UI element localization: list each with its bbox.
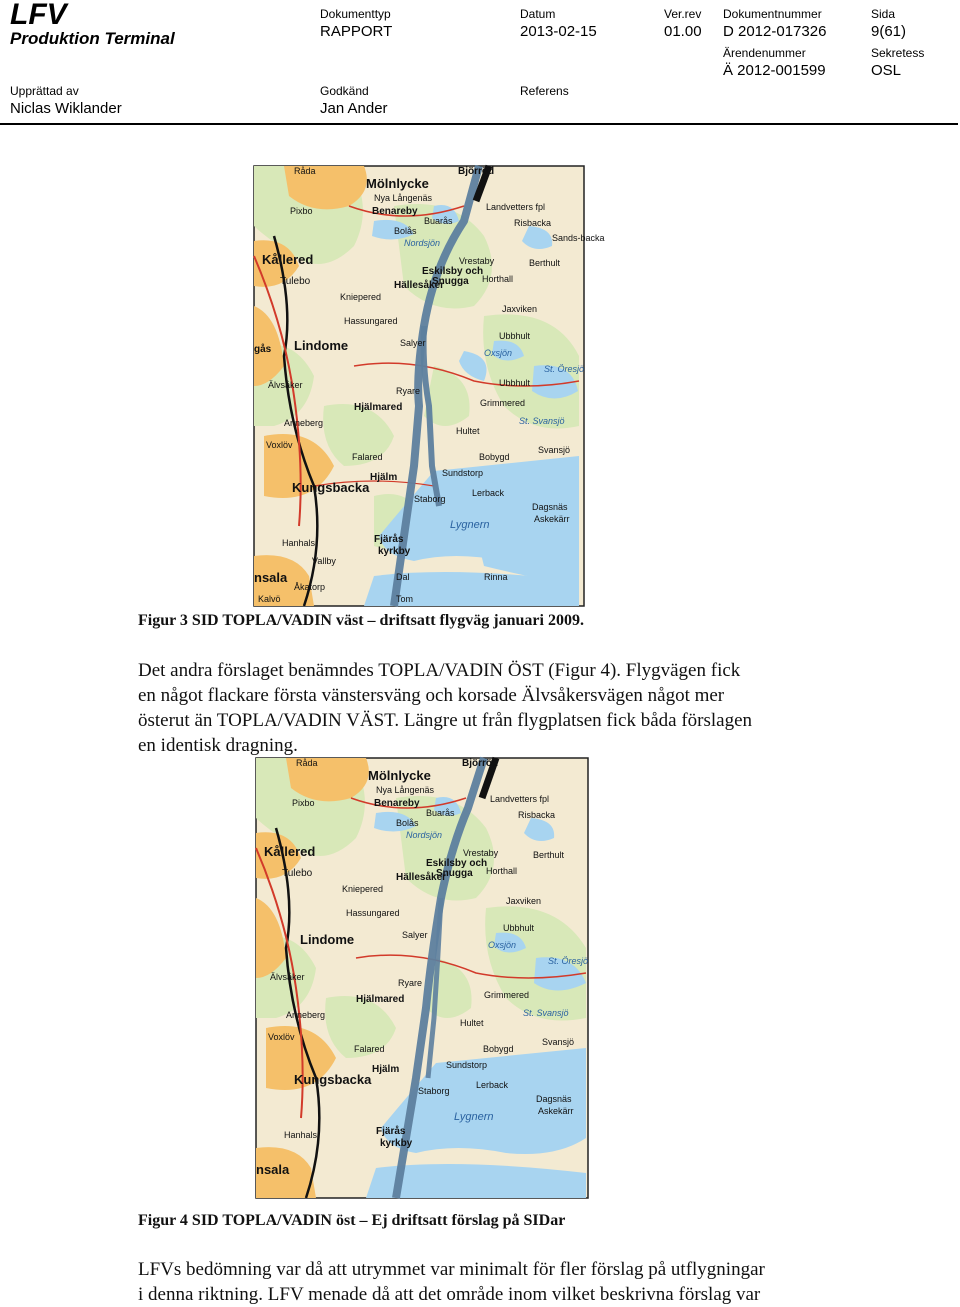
- map1-label-svansjo: Svansjö: [538, 445, 571, 455]
- map1-label-rada: Råda: [294, 166, 316, 176]
- map1-label-kallered: Kållered: [262, 252, 314, 267]
- map2-label-dagsnas: Dagsnäs: [536, 1094, 572, 1104]
- map2-label-horthall: Horthall: [486, 866, 518, 876]
- map1-label-berthult: Berthult: [529, 258, 561, 268]
- map1-label-fjaras: Fjärås: [374, 534, 404, 545]
- rev-label: Ver.rev: [664, 7, 702, 21]
- map1-label-hjalm: Hjälm: [370, 472, 398, 483]
- map1-label-kalvo: Kalvö: [258, 594, 281, 604]
- secrecy-value: OSL: [871, 62, 902, 79]
- map2-label-lygnern: Lygnern: [454, 1111, 494, 1123]
- map2-label-st-svansjo: St. Svansjö: [523, 1008, 569, 1018]
- map1-label-kniepered: Kniepered: [340, 292, 382, 302]
- map1-label-eskilsby: Eskilsby och: [422, 266, 484, 277]
- map1-label-ubbhult: Ubbhult: [499, 331, 531, 341]
- map1-label-anneberg: Anneberg: [284, 418, 324, 428]
- paragraph-1-line: en identisk dragning.: [138, 735, 298, 756]
- map1-label-salyer: Salyer: [400, 338, 426, 348]
- map2-label-staborg: Staborg: [418, 1086, 450, 1096]
- paragraph-1: [138, 658, 858, 758]
- docnum-label: Dokumentnummer: [723, 7, 822, 21]
- docnum-value: D 2012-017326: [723, 23, 827, 40]
- map1-label-hjalmared: Hjälmared: [354, 402, 403, 413]
- date-label: Datum: [520, 7, 556, 21]
- map1-label-sandsbacka: Sands-backa: [552, 233, 605, 243]
- map2-label-oxsjon: Oxsjön: [488, 940, 517, 950]
- map1-label-snugga: Snugga: [432, 276, 469, 287]
- page-value: 9(61): [871, 23, 907, 40]
- map2-label-st-oresjo: St. Öresjö: [548, 956, 589, 966]
- map1-label-vrestaby: Vrestaby: [459, 256, 495, 266]
- map1-label-kungsbacka: Kungsbacka: [292, 480, 370, 495]
- map2-label-svansjo: Svansjö: [542, 1037, 575, 1047]
- map1-label-buaras: Buarås: [424, 216, 453, 226]
- author-value: Niclas Wiklander: [10, 100, 122, 117]
- map1-label-bobygd: Bobygd: [479, 452, 510, 462]
- map2-label-ubbhult: Ubbhult: [503, 923, 535, 933]
- paragraph-2: [138, 1257, 858, 1307]
- rev-value: 01.00: [664, 23, 702, 40]
- paragraph-1-line: en något flackare första vänstersväng och korsade Älvsåkersvägen något mer: [138, 685, 725, 706]
- case-value: Ä 2012-001599: [723, 62, 826, 79]
- map2-label-salyer: Salyer: [402, 930, 428, 940]
- map2-label-tulebo: Tulebo: [282, 868, 313, 879]
- map1-label-landvetter: Landvetters fpl: [486, 202, 546, 212]
- map1-label-dal: Dal: [396, 572, 410, 582]
- map2-label-anneberg: Anneberg: [286, 1010, 326, 1020]
- map2-label-falared: Falared: [354, 1044, 385, 1054]
- map2-label-benareby: Benareby: [374, 798, 420, 809]
- map2-label-lindome: Lindome: [300, 932, 355, 947]
- map1-label-lerback: Lerback: [472, 488, 505, 498]
- map1-label-horthall: Horthall: [482, 274, 514, 284]
- map2-label-nsala: nsala: [256, 1162, 290, 1177]
- map2-label-fjaras: Fjärås: [376, 1126, 406, 1137]
- reference-label: Referens: [520, 84, 569, 98]
- map2-label-askekarr: Askekärr: [538, 1106, 574, 1116]
- map2-label-kallered: Kållered: [264, 844, 316, 859]
- map2-label-berthult: Berthult: [533, 850, 565, 860]
- map1-label-lygnern: Lygnern: [450, 519, 490, 531]
- header-divider: [0, 123, 958, 125]
- map2-label-jaxviken: Jaxviken: [506, 896, 542, 906]
- map2-label-bollas: Bolås: [396, 818, 419, 828]
- map2-label-kniepered: Kniepered: [342, 884, 384, 894]
- map1-label-bjorrod: Björröd: [458, 166, 495, 177]
- map2-label-vrestaby: Vrestaby: [463, 848, 499, 858]
- map2-label-risbacka: Risbacka: [518, 810, 556, 820]
- map1-label-oxsjon: Oxsjön: [484, 348, 513, 358]
- map1-label-gas: gås: [254, 344, 272, 355]
- map1-label-ubbhult-2: Ubbhult: [499, 378, 531, 388]
- map1-label-voxlov: Voxlöv: [266, 440, 293, 450]
- date-value: 2013-02-15: [520, 23, 597, 40]
- org-name: Produktion Terminal: [10, 29, 175, 48]
- map2-label-rada: Råda: [296, 758, 318, 768]
- map1-label-kyrkby: kyrkby: [378, 546, 411, 557]
- map2-label-snugga: Snugga: [436, 868, 473, 879]
- map1-label-st-svansjo: St. Svansjö: [519, 416, 565, 426]
- map1-label-rinna: Rinna: [484, 572, 508, 582]
- author-label: Upprättad av: [10, 84, 79, 98]
- map1-label-hallesaker: Hällesåker: [394, 280, 445, 291]
- map2-label-kungsbacka: Kungsbacka: [294, 1072, 372, 1087]
- page-label: Sida: [871, 7, 896, 21]
- map2-label-nya-langenas: Nya Långenäs: [376, 785, 435, 795]
- map2-label-hjalmared: Hjälmared: [356, 994, 405, 1005]
- map1-label-benareby: Benareby: [372, 206, 418, 217]
- map1-label-hultet: Hultet: [456, 426, 480, 436]
- map1-label-st-oresjo: St. Öresjö: [544, 364, 585, 374]
- map1-label-akatorp: Åkatorp: [294, 582, 326, 592]
- map1-label-nordsjon: Nordsjön: [404, 238, 441, 248]
- map2-label-hultet: Hultet: [460, 1018, 484, 1028]
- approved-value: Jan Ander: [320, 100, 388, 117]
- map1-label-pixbo: Pixbo: [290, 206, 313, 216]
- doc-type-value: RAPPORT: [320, 23, 393, 40]
- map2-label-hanhals: Hanhals: [284, 1130, 318, 1140]
- map2-label-bjorrod: Björröd: [462, 758, 499, 769]
- paragraph-2-line: i denna riktning. LFV menade då att det område inom vilket beskrivna förslag var: [138, 1284, 761, 1305]
- map1-label-molnlycke: Mölnlycke: [366, 176, 429, 191]
- map2-label-bobygd: Bobygd: [483, 1044, 514, 1054]
- figure3-caption: Figur 3 SID TOPLA/VADIN väst – driftsatt flygväg januari 2009.: [138, 612, 584, 629]
- map1-label-tom: Tom: [396, 594, 414, 604]
- map2-label-lerback: Lerback: [476, 1080, 509, 1090]
- map1-label-lindome: Lindome: [294, 338, 349, 353]
- case-label: Ärendenummer: [723, 46, 806, 60]
- map1-label-hanhals: Hanhals: [282, 538, 316, 548]
- map2-label-alvsaker: Älvsåker: [270, 972, 305, 982]
- doc-type-label: Dokumenttyp: [320, 7, 391, 21]
- map1-label-falared: Falared: [352, 452, 383, 462]
- map1-label-nsala: nsala: [254, 570, 288, 585]
- map2-label-nordsjon: Nordsjön: [406, 830, 443, 840]
- map1-label-jaxviken: Jaxviken: [502, 304, 538, 314]
- map2-label-sundstorp: Sundstorp: [446, 1060, 488, 1070]
- map2-label-hjalm: Hjälm: [372, 1064, 400, 1075]
- map1-label-alvsaker: Älvsåker: [268, 380, 303, 390]
- map1-label-ryare: Ryare: [396, 386, 421, 396]
- figure3-map: [254, 166, 605, 606]
- map2-label-kyrkby: kyrkby: [380, 1138, 413, 1149]
- figure4-caption: Figur 4 SID TOPLA/VADIN öst – Ej driftsatt förslag på SIDar: [138, 1212, 566, 1229]
- map2-label-ryare: Ryare: [398, 978, 423, 988]
- map1-label-tulebo: Tulebo: [280, 276, 311, 287]
- map2-label-grimmered: Grimmered: [484, 990, 530, 1000]
- map2-label-molnlycke: Mölnlycke: [368, 768, 431, 783]
- map1-label-askekarr: Askekärr: [534, 514, 570, 524]
- map2-label-pixbo: Pixbo: [292, 798, 315, 808]
- map1-label-risbacka: Risbacka: [514, 218, 552, 228]
- map1-label-vallby: Vallby: [312, 556, 336, 566]
- company-logo: LFV: [10, 0, 67, 31]
- map2-label-buaras: Buarås: [426, 808, 455, 818]
- figure4-map: [256, 758, 588, 1198]
- map1-label-bollas: Bolås: [394, 226, 417, 236]
- map1-label-hassungared: Hassungared: [344, 316, 398, 326]
- map1-label-nya-langenas: Nya Långenäs: [374, 193, 433, 203]
- map2-label-hassungared: Hassungared: [346, 908, 400, 918]
- map2-label-voxlov: Voxlöv: [268, 1032, 295, 1042]
- secrecy-label: Sekretess: [871, 46, 925, 60]
- map1-label-sundstorp: Sundstorp: [442, 468, 484, 478]
- map2-label-eskilsby: Eskilsby och: [426, 858, 488, 869]
- map2-label-landvetter: Landvetters fpl: [490, 794, 550, 804]
- paragraph-1-line: Det andra förslaget benämndes TOPLA/VADIN ÖST (Figur 4). Flygvägen fick: [138, 660, 741, 681]
- paragraph-2-line: LFVs bedömning var då att utrymmet var minimalt för fler förslag på utflygningar: [138, 1259, 765, 1280]
- paragraph-1-line: österut än TOPLA/VADIN VÄST. Längre ut från flygplatsen fick båda förslagen: [138, 710, 753, 731]
- approved-label: Godkänd: [320, 84, 369, 98]
- map2-label-hallesaker: Hällesåker: [396, 872, 447, 883]
- map1-label-dagsnas: Dagsnäs: [532, 502, 568, 512]
- map1-label-grimmered: Grimmered: [480, 398, 526, 408]
- map1-label-staborg: Staborg: [414, 494, 446, 504]
